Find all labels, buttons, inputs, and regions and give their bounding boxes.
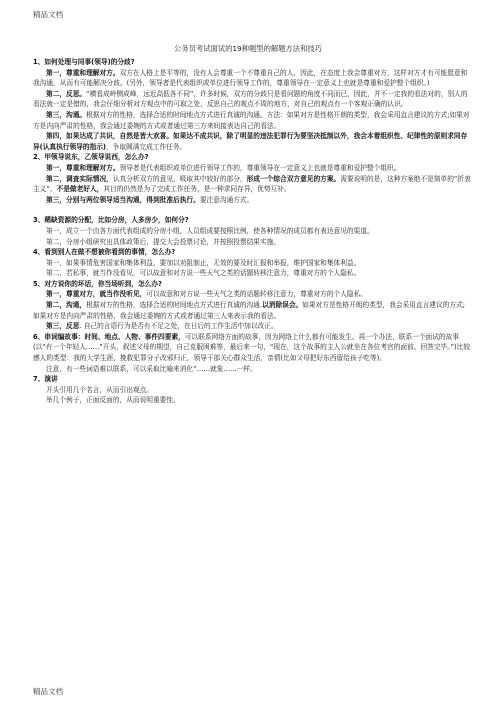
section-4-para-2: 第二，若私事，就当作没看见，可以故意和对方说一些天气之类的话题转移注意力，尊重对方的个人隐私。 xyxy=(46,269,361,278)
section-3-para-2: 第二，分房小组研究出具体政策后，提交大会投票讨论，并按照投票结果实施。 xyxy=(46,237,281,246)
section-6-heading: 6、串词编故事：时间、地点、人物、事件四要素，可以联系网络方面的故事，因为网络上什么都有可能发生。再一个办法，联系一个面试的故事(以“有一个年轻人……”开头，叙述父母的期望，自己克服困难等，最后来一句，“现在，这个故事的主人公就坐在各位考官的面前。回答完毕。”)比较感人的类型：我的大学生涯，挽救犯罪分子改邪归正，领导干部关心群众生活，亲情(比如父母把好东西留给孩子吃等)。 xyxy=(33,332,471,363)
section-5-para-3: 第三，反思. 自己的言语行为是否有不足之处，在日后的工作生活中加以改正。 xyxy=(46,322,278,331)
section-2-heading: 2、甲领导说东，乙领导说西，怎么办? xyxy=(33,153,149,162)
section-3-heading: 3、稀缺资源的分配，比如分房，人多房少，如何分? xyxy=(33,216,189,225)
section-1-para-3: 第三，沟通。根据对方的性格，选择合适的时间地点方式进行真诚的沟通。方法：如果对方是性格开朗的类型，我会采用直言建议的方式;如果对方是内向严肃的性格，我会通过委婉的方式或者通过第三方来间接表达自己的看法。 xyxy=(33,110,470,130)
section-1-para-4: 第四，如果达成了共识，自然是皆大欢喜。如果达不成共识，除了明显的违法犯罪行为要坚决抵制以外，我会本着组织性、纪律性的原则求同存异(认真执行领导的指示)，争取圆满完成工作任务。 xyxy=(33,132,468,151)
section-2-para-2: 第二，调查实际情况，认真分析双方的意见，吸取其中较好的部分，形成一个综合双方意见的方案。需要说明的是，这种方案绝不是简单的“折衷主义”，不是做老好人，其目的仍然是为了完成工作任务，是一种求同存异，优势互补。 xyxy=(33,174,471,194)
section-5-para-2: 第二，沟通，根据对方的性格，选择合适的时间地点方式进行真诚的沟通.以消除误会。如果对方是性格开朗的类型，我会采用直言建议的方式;如果对方是内向严肃的性格，我会通过委婉的方式或者通过第三人来表示我的看法。 xyxy=(33,301,466,320)
section-7-para-1: 开头引用几个名言，从而引出观点。 xyxy=(46,385,153,394)
section-5-para-1: 第一，尊重对方，就当作没听见，可以故意和对方说一些天气之类的话题转移注意力，尊重对方的个人隐私。 xyxy=(46,290,367,299)
section-2-para-1: 第一，尊重和理解对方。领导者是代表组织或单位进行领导工作的，尊重领导在一定意义上也就是尊重和爱护整个组织。 xyxy=(46,163,401,172)
section-6-para-1: 注意，有一些词语难以联系，可以采取比喻来消化“……就象……一样。 xyxy=(46,364,257,373)
page-footer: 精品文档 xyxy=(33,687,63,696)
document-title: 公务员考试面试的19种题型的解题方法和技巧 xyxy=(174,44,322,53)
section-4-heading: 4、看到别人在做不想被你看到的事情，怎么办? xyxy=(33,248,176,257)
section-7-para-2: 举几个例子，正面反面的，从而说明重要性。 xyxy=(46,396,180,405)
page-header: 精品文档 xyxy=(33,10,63,19)
section-3-para-1: 第一，成立一个由各方面代表组成的分房小组，人员组成要按照比例，使各种情况的成员都有表达意见的渠道。 xyxy=(46,226,374,235)
section-4-para-1: 第一，如果事情危害国家和集体利益，要加以劝阻制止，无效的要及时汇报和举报，维护国家和集体利益。 xyxy=(46,258,361,267)
section-1-heading: 1、如何处理与同事(领导)的分歧? xyxy=(33,58,135,66)
section-7-heading: 7、演讲 xyxy=(33,375,58,384)
section-1-para-2: 第二，反思。“横看成岭侧成峰，远近高低各不同”，许多时候，双方的分歧只是看问题的角度不同而已，因此，并不一定我的看法对的，别人的看法就一定是错的，我会仔细分析对方观点中的可取之处，反思自己的观点不周的地方，对自己的观点有一个客观正确的认识。 xyxy=(33,89,468,109)
section-5-heading: 5、对方说你的坏话，你当场听到，怎么办? xyxy=(33,279,162,288)
section-1-para-1: 第一，尊重和理解对方。双方在人格上是平等的，没有人会尊重一个不尊重自己的人，因此，在态度上我会尊重对方，这样对方才有可能愿意和我沟通，从而有可能解决分歧。(另外，领导者是代表组织或单位进行领导工作的，尊重领导在一定意义上也就是尊重和爱护整个组织。) xyxy=(33,68,468,88)
document-body xyxy=(33,57,471,406)
section-2-para-3: 第三，分别与两位领导适当沟通，得到批准后执行。要注意沟通方式。 xyxy=(46,195,254,204)
